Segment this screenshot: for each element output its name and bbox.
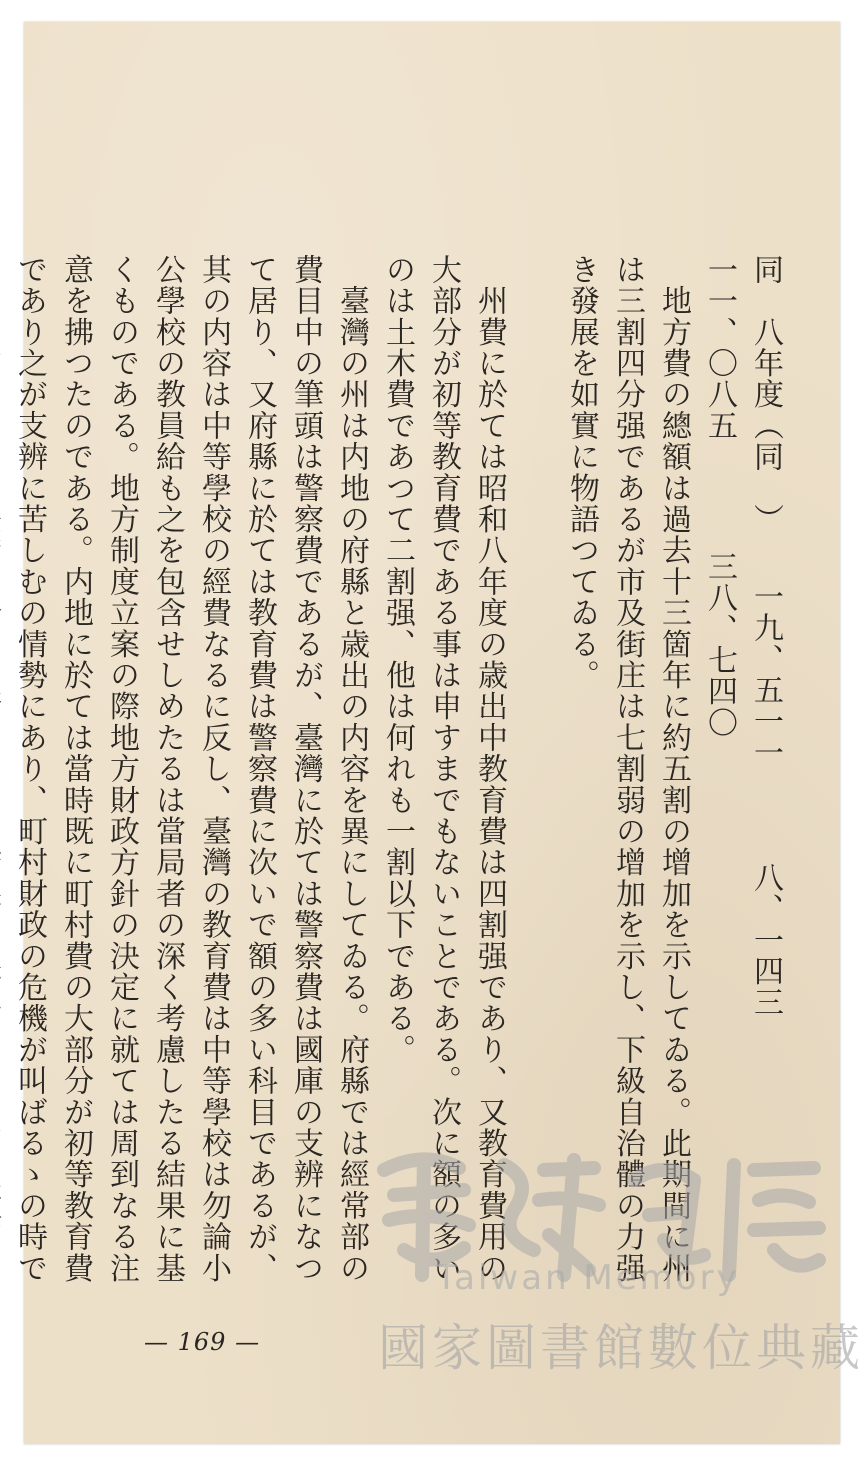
vertical-text-body bbox=[0, 254, 788, 1294]
table-cell-2: 八、一四三 bbox=[748, 862, 783, 1019]
page-number: — 169 — bbox=[144, 1328, 261, 1356]
watermark-english: Taiwan Memory bbox=[436, 1258, 740, 1298]
table-year-label: 同 八年度（同 ） bbox=[748, 254, 783, 535]
paragraph-3: 臺灣の州は内地の府縣と歳出の内容を異にしてゐる。府縣では經常部の費目中の筆頭は警察費であるが、臺灣に於ては警察費は國庫の支辨になつて居り、又府縣に於ては教育費は警察費に次いで額の多い科目であるが、其の内容は中等學校の經費なるに反し、臺灣の教育費は中等學校は勿論小公學校の教員給も之を包含せしめたるは當局者の深く考慮したる結果に基くものである。地方制度立案の際地方財政方針の決定に就ては周到なる注意を拂つたのである。内地に於ては當時既に町村費の大部分が初等教育費であり之が支辨に苦しむの情勢にあり、町村財政の危機が叫ばるゝの時で bbox=[12, 254, 369, 1284]
watermark-chinese: 國家圖書館數位典藏 bbox=[378, 1319, 864, 1377]
table-cell-4: 三八、七四〇 bbox=[702, 551, 737, 739]
paragraph-1: 地方費の總額は過去十三箇年に約五割の增加を示してゐる。此期間に州は三割四分强であるが市及街庄は七割弱の增加を示し、下級自治體の力强き發展を如實に物語つてゐる。 bbox=[564, 254, 691, 1284]
table-row bbox=[696, 254, 788, 1294]
table-cell-3: 一一、〇八五 bbox=[702, 254, 737, 442]
book-page bbox=[12, 22, 864, 1444]
paragraph-2: 州費に於ては昭和八年度の歳出中教育費は四割强であり、又教育費用の大部分が初等教育費である事は申すまでもないことである。次に額の多いのは土木費であつて二割强、他は何れも一割以下である。 bbox=[380, 254, 507, 1284]
table-cell-1: 一九、五一一 bbox=[748, 580, 783, 769]
